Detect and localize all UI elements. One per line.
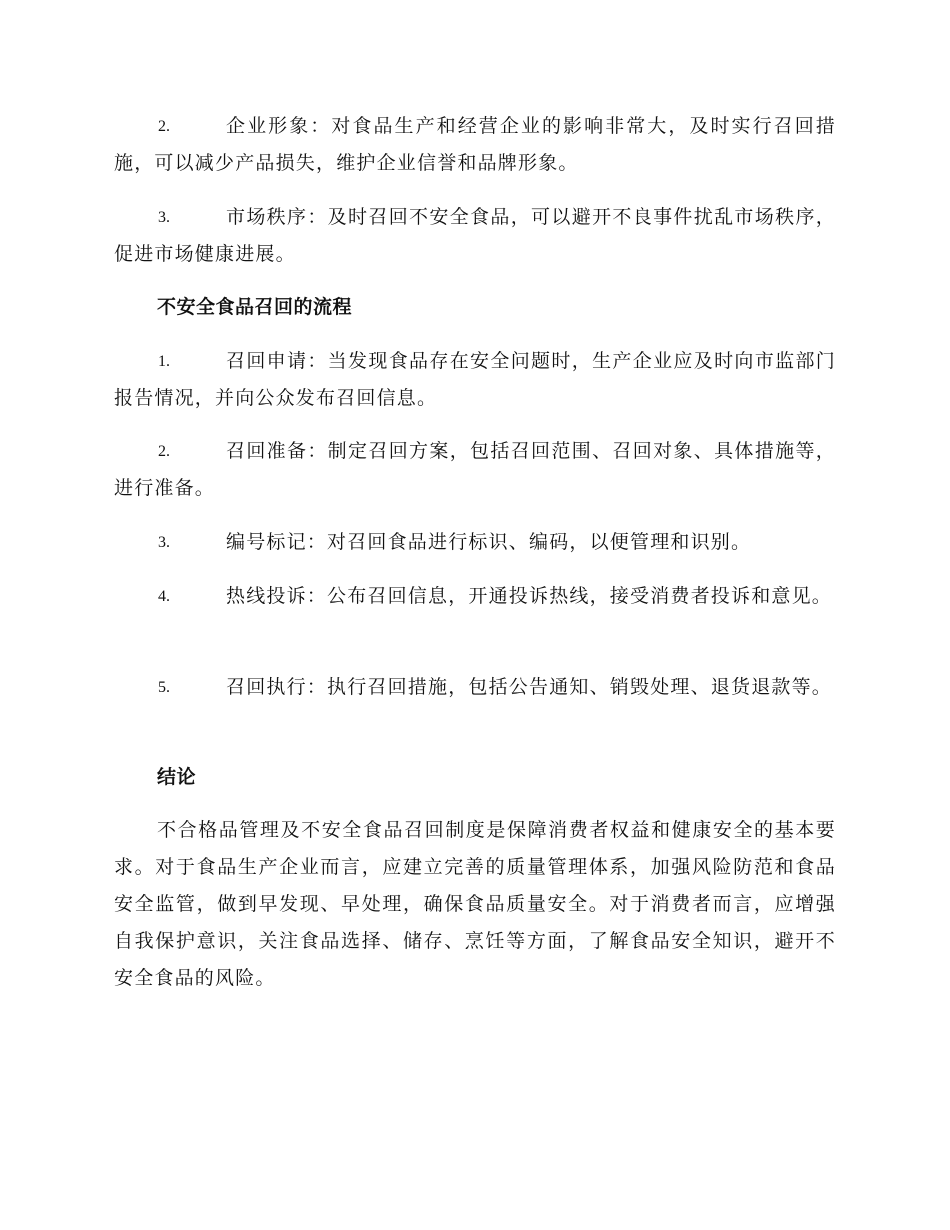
list-item-recall-preparation (114, 433, 836, 507)
list-item-complaint-hotline (114, 578, 836, 615)
list-item-recall-application (114, 343, 836, 417)
list-item-text: 召回准备：制定召回方案，包括召回范围、召回对象、具体措施等，进行准备。 (114, 440, 836, 499)
list-item-number: 2. (158, 118, 170, 135)
list-item-numbering-marking (114, 524, 836, 561)
list-item-number: 4. (158, 588, 170, 605)
list-item-market-order (114, 199, 836, 273)
list-item-text: 企业形象：对食品生产和经营企业的影响非常大，及时实行召回措施，可以减少产品损失，维护企业信誉和品牌形象。 (114, 115, 836, 174)
section-heading-recall-process: 不安全食品召回的流程 (157, 296, 353, 318)
list-item-number: 2. (158, 443, 170, 460)
list-item-recall-execution (114, 669, 836, 706)
list-item-number: 3. (158, 534, 170, 551)
list-item-text: 编号标记：对召回食品进行标识、编码，以便管理和识别。 (226, 531, 752, 553)
list-item-text: 召回申请：当发现食品存在安全问题时，生产企业应及时向市监部门报告情况，并向公众发布召回信息。 (114, 350, 836, 409)
list-item-number: 5. (158, 679, 170, 696)
list-item-text: 市场秩序：及时召回不安全食品，可以避开不良事件扰乱市场秩序，促进市场健康进展。 (114, 206, 836, 265)
section-heading-conclusion: 结论 (157, 766, 197, 788)
list-item-brand-image (114, 108, 836, 182)
list-item-text: 召回执行：执行召回措施，包括公告通知、销毁处理、退货退款等。 (226, 676, 833, 698)
list-item-number: 1. (158, 353, 170, 370)
conclusion-paragraph: 不合格品管理及不安全食品召回制度是保障消费者权益和健康安全的基本要求。对于食品生产企业而言，应建立完善的质量管理体系，加强风险防范和食品安全监管，做到早发现、早处理，确保食品质量安全。对于消费者而言，应增强自我保护意识，关注食品选择、储存、烹饪等方面，了解食品安全知识，避开不安全食品的风险。 (114, 819, 836, 989)
list-item-number: 3. (158, 209, 170, 226)
list-item-text: 热线投诉：公布召回信息，开通投诉热线，接受消费者投诉和意见。 (226, 585, 833, 607)
